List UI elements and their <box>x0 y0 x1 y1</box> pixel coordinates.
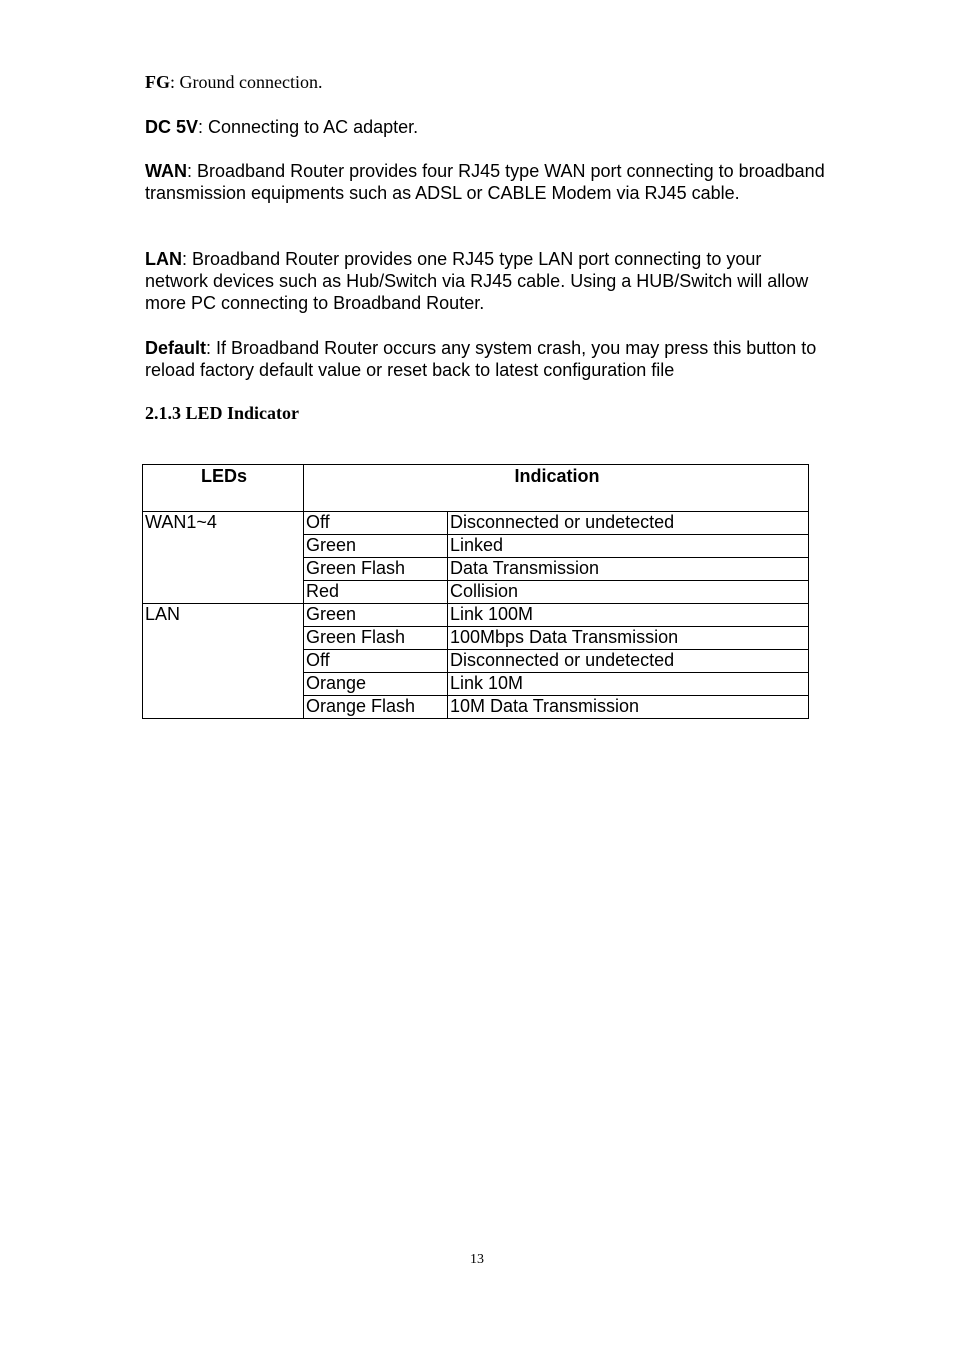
lan-text: : Broadband Router provides one RJ45 type LAN port connecting to your network devices such as Hub/Switch via RJ45 cable. Using a HUB/Switch will allow more PC connecting to Broadband Router. <box>145 249 809 313</box>
page-number: 13 <box>470 1252 484 1267</box>
wan-paragraph <box>145 160 825 204</box>
state-cell: Off <box>304 650 448 673</box>
meaning-cell: Link 10M <box>448 673 809 696</box>
state-cell: Green <box>304 604 448 627</box>
dc5v-text: : Connecting to AC adapter. <box>198 117 419 137</box>
meaning-cell: Disconnected or undetected <box>448 512 809 535</box>
dc5v-paragraph <box>145 116 825 138</box>
led-name-cell: WAN1~4 <box>143 512 304 604</box>
state-cell: Orange Flash <box>304 696 448 719</box>
state-cell: Green <box>304 535 448 558</box>
meaning-cell: 10M Data Transmission <box>448 696 809 719</box>
section-heading: 2.1.3 LED Indicator <box>145 403 300 423</box>
default-paragraph <box>145 337 825 381</box>
led-indicator-table <box>142 464 809 719</box>
state-cell: Green Flash <box>304 558 448 581</box>
meaning-cell: Link 100M <box>448 604 809 627</box>
meaning-cell: Collision <box>448 581 809 604</box>
state-cell: Red <box>304 581 448 604</box>
lan-term: LAN <box>145 249 182 269</box>
fg-text: : Ground connection. <box>170 72 323 92</box>
led-name-cell: LAN <box>143 604 304 719</box>
state-cell: Green Flash <box>304 627 448 650</box>
table-header-row <box>143 465 809 512</box>
meaning-cell: 100Mbps Data Transmission <box>448 627 809 650</box>
state-cell: Orange <box>304 673 448 696</box>
table-row <box>143 604 809 627</box>
fg-term: FG <box>145 72 170 92</box>
header-leds: LEDs <box>143 465 304 512</box>
meaning-cell: Disconnected or undetected <box>448 650 809 673</box>
table-row <box>143 512 809 535</box>
fg-paragraph <box>145 71 825 93</box>
dc5v-term: DC 5V <box>145 117 199 137</box>
meaning-cell: Linked <box>448 535 809 558</box>
default-text: : If Broadband Router occurs any system crash, you may press this button to reload factory default value or reset back to latest configuration file <box>145 338 817 380</box>
meaning-cell: Data Transmission <box>448 558 809 581</box>
default-term: Default <box>145 338 207 358</box>
wan-text: : Broadband Router provides four RJ45 type WAN port connecting to broadband transmission equipments such as ADSL or CABLE Modem via RJ45 cable. <box>145 161 825 203</box>
lan-paragraph <box>145 248 825 314</box>
state-cell: Off <box>304 512 448 535</box>
header-indication: Indication <box>304 465 809 512</box>
wan-term: WAN <box>145 161 187 181</box>
